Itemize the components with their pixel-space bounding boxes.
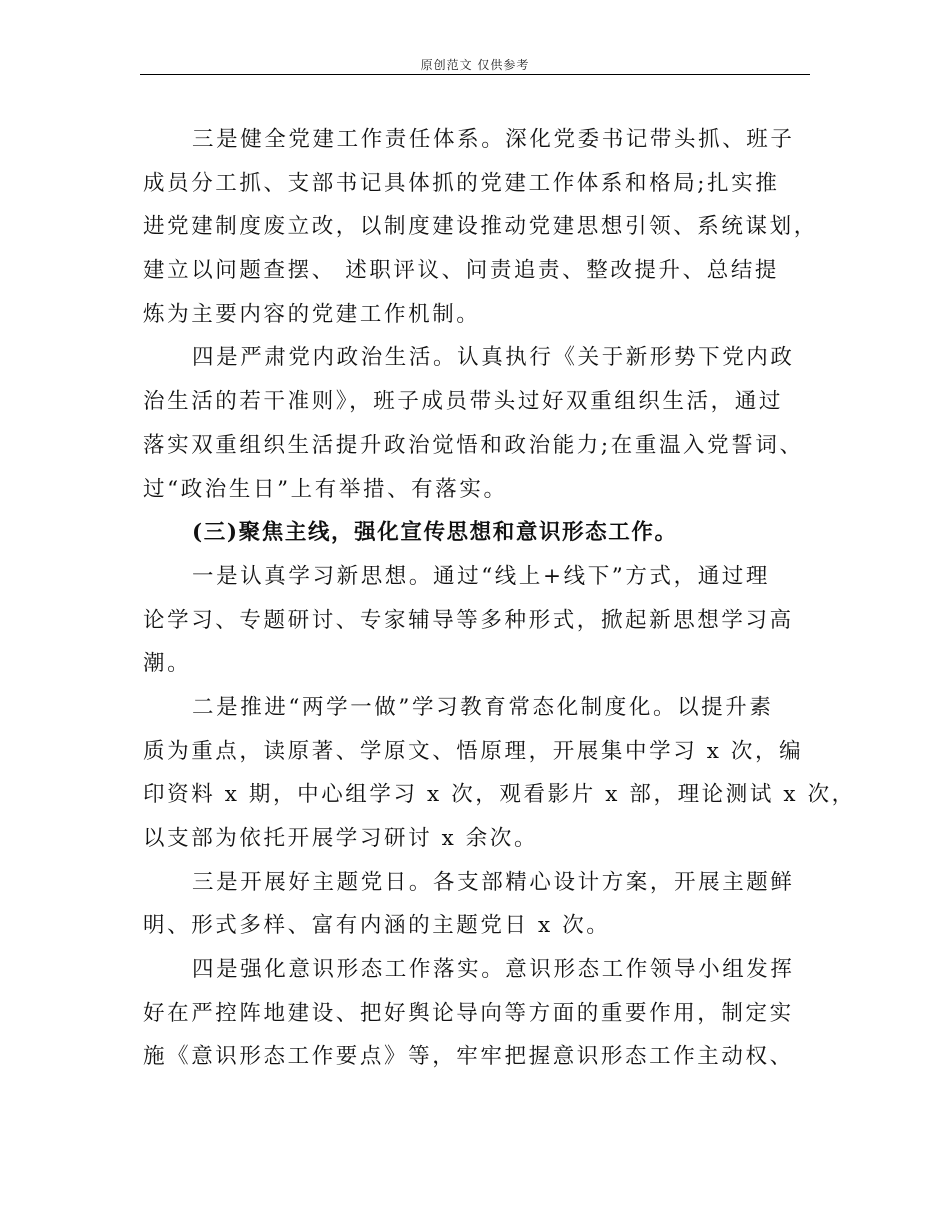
- page-header: 原创范文 仅供参考: [420, 58, 530, 72]
- text-line: 四是强化意识形态工作落实。意识形态工作领导小组发挥: [192, 957, 795, 983]
- text-line: 落实双重组织生活提升政治觉悟和政治能力;在重温入党誓词、: [143, 432, 804, 458]
- section-heading: [143, 511, 823, 555]
- header-divider: [140, 74, 810, 75]
- paragraph: [143, 555, 823, 686]
- text-line: 三是开展好主题党日。各支部精心设计方案，开展主题鲜: [192, 869, 795, 895]
- text-line: 好在严控阵地建设、把好舆论导向等方面的重要作用，制定实: [143, 1000, 794, 1026]
- paragraph: [143, 118, 823, 336]
- text-line: 进党建制度废立改，以制度建设推动党建思想引领、系统谋划，: [143, 214, 818, 240]
- document-body: [143, 118, 856, 1079]
- text-line: 成员分工抓、支部书记具体抓的党建工作体系和格局;扎实推: [143, 170, 780, 196]
- text-line: 过“政治生日”上有举措、有落实。: [143, 476, 508, 502]
- paragraph: [143, 861, 823, 948]
- text-line: 质为重点，读原著、学原文、悟原理，开展集中学习 x 次，编: [143, 738, 804, 764]
- text-line: 施《意识形态工作要点》等，牢牢把握意识形态工作主动权、: [143, 1044, 794, 1070]
- text-line: 治生活的若干准则》，班子成员带头过好双重组织生活，通过: [143, 389, 783, 415]
- text-line: 建立以问题查摆、 述职评议、问责追责、整改提升、总结提: [143, 258, 780, 284]
- text-line: 炼为主要内容的党建工作机制。: [143, 301, 481, 327]
- text-line: 潮。: [143, 651, 192, 677]
- paragraph: [143, 686, 856, 861]
- text-line: 以支部为依托开展学习研讨 x 余次。: [143, 826, 539, 851]
- paragraph: [143, 336, 823, 511]
- text-line: 论学习、专题研讨、专家辅导等多种形式，掀起新思想学习高: [143, 607, 794, 633]
- text-line: 明、形式多样、富有内涵的主题党日 x 次。: [143, 913, 611, 939]
- text-line: 印资料 x 期，中心组学习 x 次，观看影片 x 部，理论测试 x 次，: [143, 782, 856, 808]
- heading-line: (三)聚焦主线，强化宣传思想和意识形态工作。: [192, 520, 678, 546]
- text-line: 二是推进“两学一做”学习教育常态化制度化。以提升素: [192, 694, 774, 720]
- text-line: 三是健全党建工作责任体系。深化党委书记带头抓、班子: [192, 127, 795, 152]
- text-line: 一是认真学习新思想。通过“线上+线下”方式，通过理: [192, 563, 770, 589]
- text-line: 四是严肃党内政治生活。认真执行《关于新形势下党内政: [192, 345, 795, 371]
- paragraph: [143, 948, 823, 1079]
